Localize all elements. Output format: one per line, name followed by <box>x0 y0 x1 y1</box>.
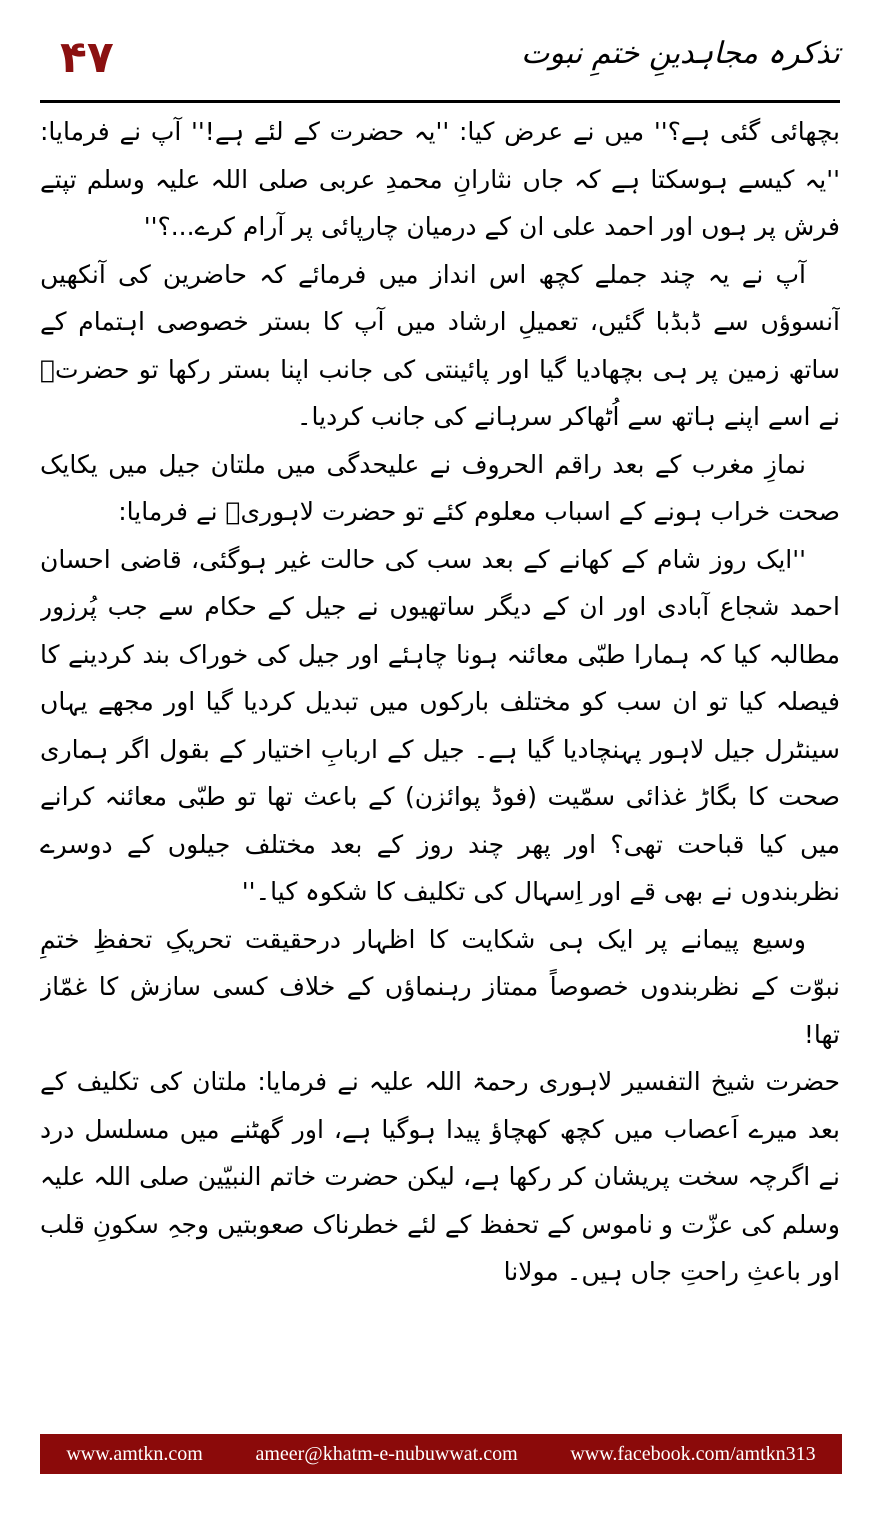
page-header <box>40 22 840 102</box>
book-title: تذکرہ مجاہدینِ ختمِ نبوت <box>521 36 840 71</box>
paragraph-5: وسیع پیمانے پر ایک ہی شکایت کا اظہار درحقیقت تحریکِ تحفظِ ختمِ نبوّت کے نظربندوں خصوصاً ممتاز رہنماؤں کے خلاف کسی سازش کا غمّاز تھا! <box>40 924 840 1049</box>
page-number: ۴۷ <box>60 32 114 83</box>
paragraph-1: بچھائی گئی ہے؟'' میں نے عرض کیا: ''یہ حضرت کے لئے ہے!'' آپ نے فرمایا: ''یہ کیسے ہوسکتا ہے کہ جاں نثارانِ محمدِ عربی صلی اللہ علیہ وسلم تپتے فرش پر ہوں اور احمد علی ان کے درمیان چارپائی پر آرام کرے...؟'' <box>40 117 840 241</box>
paragraph-3: نمازِ مغرب کے بعد راقم الحروف نے علیحدگی میں ملتان جیل میں یکایک صحت خراب ہونے کے اسباب معلوم کئے تو حضرت لاہوریؒ نے فرمایا: <box>40 449 840 526</box>
header-rule <box>40 100 840 103</box>
paragraph-4: ''ایک روز شام کے کھانے کے بعد سب کی حالت غیر ہوگئی، قاضی احسان احمد شجاع آبادی اور ان کے دیگر ساتھیوں نے جیل کے حکام سے جب پُرزور مطالبہ کیا کہ ہمارا طبّی معائنہ ہونا چاہئے اور جیل کی خوراک بند کردینے کا فیصلہ کیا تو ان سب کو مختلف بارکوں میں تبدیل کردیا گیا اور مجھے یہاں سینٹرل جیل لاہور پہنچادیا گیا ہے۔ جیل کے اربابِ اختیار کے بقول اگر ہماری صحت کا بگاڑ غذائی سمّیت (فوڈ پوائزن) کے باعث تھا تو طبّی معائنہ کرانے میں کیا قباحت تھی؟ اور پھر چند روز کے بعد مختلف جیلوں کے دوسرے نظربندوں نے بھی قے اور اِسہال کی تکلیف کا شکوہ کیا۔'' <box>40 544 840 906</box>
paragraph-2: آپ نے یہ چند جملے کچھ اس انداز میں فرمائے کہ حاضرین کی آنکھیں آنسوؤں سے ڈبڈبا گئیں، تعمیلِ ارشاد میں آپ کا بستر خصوصی اہتمام کے ساتھ زمین پر ہی بچھادیا گیا اور پائینتی کی جانب اپنا بستر رکھا تو حضرتؒ نے اسے اپنے ہاتھ سے اُٹھاکر سرہانے کی جانب کردیا۔ <box>40 259 840 431</box>
footer-email-link[interactable]: ameer@khatm-e-nubuwwat.com <box>255 1442 518 1465</box>
footer-facebook-link[interactable]: www.facebook.com/amtkn313 <box>570 1442 816 1465</box>
footer-website-link[interactable]: www.amtkn.com <box>66 1442 203 1465</box>
paragraph-6: حضرت شیخ التفسیر لاہوری رحمۃ اللہ علیہ نے فرمایا: ملتان کی تکلیف کے بعد میرے اَعصاب میں کچھ کھچاؤ پیدا ہوگیا ہے، اور گھٹنے میں مسلسل درد نے اگرچہ سخت پریشان کر رکھا ہے، لیکن حضرت خاتم النبیّین صلی اللہ علیہ وسلم کی عزّت و ناموس کے تحفظ کے لئے خطرناک صعوبتیں وجہِ سکونِ قلب اور باعثِ راحتِ جاں ہیں۔ مولانا <box>40 1067 840 1286</box>
footer-bar <box>40 1434 842 1474</box>
body-text <box>40 108 840 1428</box>
